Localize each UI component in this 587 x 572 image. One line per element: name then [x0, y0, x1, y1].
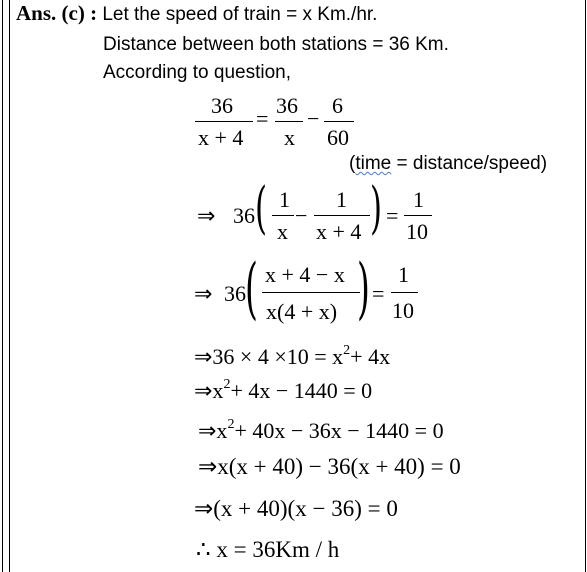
- eq6-lhs: ⇒x: [198, 418, 228, 443]
- eq3-right-paren: ): [357, 250, 370, 327]
- frame-left-outer-border: [2, 0, 3, 572]
- eq1-term2-denominator: 60: [327, 125, 349, 150]
- eq1-lhs-denominator: x + 4: [198, 125, 244, 150]
- eq2-equals: =: [386, 203, 399, 228]
- frame-right-border: [585, 0, 586, 572]
- eq3-result-numerator: 1: [398, 262, 409, 287]
- eq1-term2-fraction-bar: [324, 121, 354, 122]
- eq2-f1-fraction-bar: [272, 215, 294, 216]
- eq5-exponent: 2: [223, 377, 231, 392]
- eq2-f2-numerator: 1: [336, 187, 347, 212]
- eq2-result-numerator: 1: [413, 187, 424, 212]
- eq2-f1-denominator: x: [277, 219, 288, 244]
- eq3-left-paren: (: [245, 250, 258, 327]
- eq5-lhs: ⇒x: [194, 378, 224, 403]
- eq3-result-denominator: 10: [392, 298, 414, 323]
- eq2-left-paren: (: [255, 176, 268, 241]
- eq1-equals: =: [256, 106, 269, 131]
- equation-9-result: ∴ x = 36Km / h: [196, 537, 340, 562]
- note-rest: = distance/speed): [391, 153, 548, 174]
- note-open-paren: (: [349, 153, 356, 174]
- eq2-f2-fraction-bar: [314, 215, 370, 216]
- eq1-term1-denominator: x: [284, 125, 295, 150]
- eq6-rhs: + 40x − 36x − 1440 = 0: [234, 418, 444, 443]
- eq3-coefficient: 36: [224, 281, 246, 306]
- intro-line-2: Distance between both stations = 36 Km.: [103, 34, 449, 55]
- eq2-implies-arrow: ⇒: [197, 203, 216, 228]
- eq1-minus: −: [307, 106, 320, 131]
- eq3-implies-arrow: ⇒: [194, 281, 213, 306]
- answer-line: [16, 3, 377, 24]
- eq2-coefficient: 36: [233, 203, 255, 228]
- equation-7: ⇒x(x + 40) − 36(x + 40) = 0: [198, 454, 461, 479]
- eq1-lhs-numerator: 36: [211, 93, 233, 118]
- eq1-term1-fraction-bar: [275, 121, 303, 122]
- eq3-fraction-bar: [262, 292, 360, 293]
- equation-6: [198, 418, 444, 442]
- intro-line-3: According to question,: [103, 62, 292, 83]
- equation-8: ⇒(x + 40)(x − 36) = 0: [194, 496, 398, 521]
- equation-4: [194, 344, 390, 368]
- eq5-rhs: + 4x − 1440 = 0: [230, 378, 373, 403]
- eq1-lhs-fraction-bar: [195, 121, 253, 122]
- eq1-term1-numerator: 36: [276, 93, 298, 118]
- eq4-exponent: 2: [343, 343, 351, 358]
- eq2-result-fraction-bar: [404, 215, 432, 216]
- eq2-f1-numerator: 1: [279, 187, 290, 212]
- eq4-rhs: + 4x: [350, 344, 391, 369]
- eq2-result-denominator: 10: [406, 219, 428, 244]
- eq3-numerator: x + 4 − x: [265, 262, 345, 287]
- eq6-exponent: 2: [227, 417, 235, 432]
- eq2-minus: −: [295, 203, 308, 228]
- eq1-term2-numerator: 6: [332, 93, 343, 118]
- eq2-right-paren: ): [370, 176, 383, 241]
- note-time-word: time: [355, 153, 392, 174]
- equation-5: [194, 378, 372, 402]
- eq3-denominator: x(4 + x): [266, 299, 338, 324]
- frame-left-inner-border: [9, 0, 10, 572]
- eq4-lhs: ⇒36 × 4 ×10 = x: [194, 344, 344, 369]
- answer-label: Ans. (c) :: [16, 1, 98, 25]
- formula-note: [349, 154, 547, 173]
- eq2-f2-denominator: x + 4: [316, 219, 362, 244]
- eq3-result-fraction-bar: [391, 292, 418, 293]
- eq3-equals: =: [372, 281, 385, 306]
- intro-line-1: Let the speed of train = x Km./hr.: [102, 4, 378, 25]
